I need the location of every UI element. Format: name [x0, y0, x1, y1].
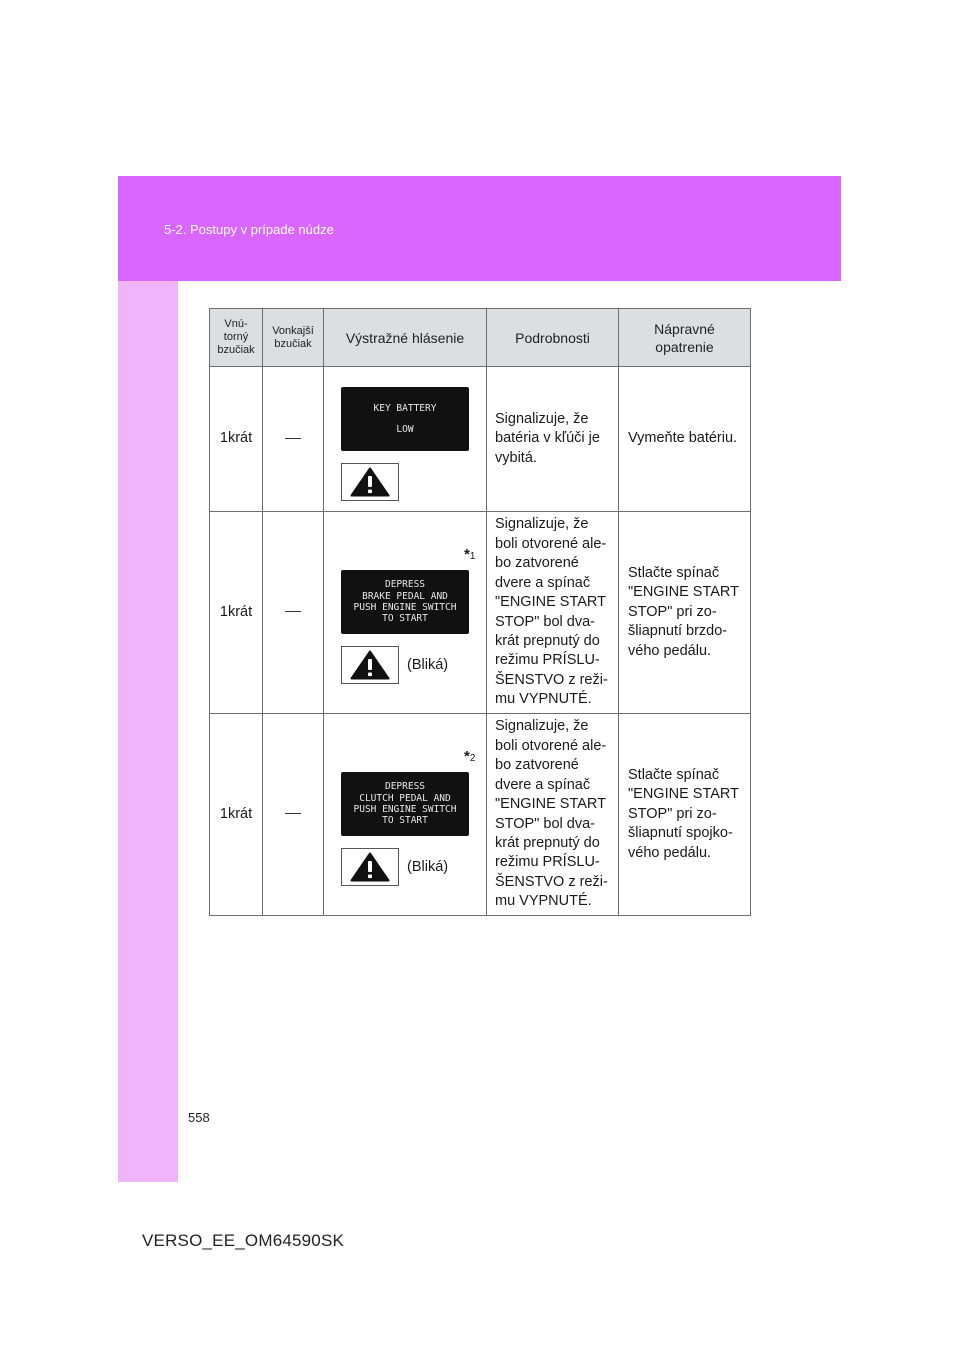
warning-triangle-icon	[350, 852, 390, 882]
remedy-cell: Stlačte spínač "ENGINE START STOP" pri zo- šliapnutí spojko- vého pedálu.	[619, 714, 751, 916]
details-cell: Signalizuje, že boli otvorené ale- bo zatvorené dvere a spínač "ENGINE START STOP" bol dva- krát prepnutý do režimu PRÍSLU- ŠENSTVO z reži- mu VYPNUTÉ.	[487, 512, 619, 714]
warning-triangle-icon	[350, 467, 390, 497]
details-cell: Signalizuje, že batéria v kľúči je vybitá.	[487, 367, 619, 512]
column-header-details: Podrobnosti	[487, 309, 619, 367]
footnote-marker: *2	[464, 748, 476, 765]
display-message	[341, 772, 469, 836]
internal-buzzer-cell: 1krát	[210, 512, 263, 714]
external-buzzer-cell	[263, 714, 324, 916]
document-code: VERSO_EE_OM64590SK	[142, 1231, 345, 1250]
side-color-band	[118, 176, 178, 1182]
display-line: DEPRESS	[384, 579, 426, 591]
warning-message-cell	[324, 714, 487, 916]
display-message	[341, 387, 469, 451]
remedy-cell: Stlačte spínač "ENGINE START STOP" pri zo- šliapnutí brzdo- vého pedálu.	[619, 512, 751, 714]
external-buzzer-cell	[263, 512, 324, 714]
external-buzzer-cell	[263, 367, 324, 512]
column-header-remedy: Nápravné opatrenie	[619, 309, 751, 367]
column-header-external-buzzer: Vonkajší bzučiak	[263, 309, 324, 367]
display-line: TO START	[382, 815, 428, 827]
page-number: 558	[188, 1110, 210, 1125]
blink-note: (Bliká)	[407, 859, 449, 875]
table-row	[210, 714, 751, 916]
table-row	[210, 512, 751, 714]
display-line: TO START	[382, 613, 428, 625]
master-warning-light	[341, 463, 399, 501]
internal-buzzer-cell: 1krát	[210, 367, 263, 512]
display-line: PUSH ENGINE SWITCH	[353, 602, 457, 613]
master-warning-light	[341, 646, 399, 684]
display-line: LOW	[396, 423, 414, 435]
dash-mark	[285, 813, 301, 814]
dash-mark	[285, 438, 301, 439]
display-line: CLUTCH PEDAL AND	[359, 792, 451, 804]
display-line: BRAKE PEDAL AND	[362, 590, 448, 602]
column-header-warning-message: Výstražné hlásenie	[324, 309, 487, 367]
dash-mark	[285, 611, 301, 612]
warning-message-cell	[324, 512, 487, 714]
display-line: DEPRESS	[384, 781, 426, 793]
section-title: 5-2. Postupy v prípade núdze	[164, 222, 334, 237]
display-line: KEY BATTERY	[373, 403, 437, 415]
warning-triangle-icon	[350, 650, 390, 680]
internal-buzzer-cell: 1krát	[210, 714, 263, 916]
table-header-row	[210, 309, 751, 367]
blink-note: (Bliká)	[407, 657, 449, 673]
footnote-marker: *1	[464, 546, 476, 563]
display-line: PUSH ENGINE SWITCH	[353, 804, 457, 815]
warning-message-cell	[324, 367, 487, 512]
master-warning-light	[341, 848, 399, 886]
table-row	[210, 367, 751, 512]
column-header-internal-buzzer: Vnú- torný bzučiak	[210, 309, 263, 367]
remedy-cell: Vymeňte batériu.	[619, 367, 751, 512]
details-cell: Signalizuje, že boli otvorené ale- bo zatvorené dvere a spínač "ENGINE START STOP" bol dva- krát prepnutý do režimu PRÍSLU- ŠENSTVO z reži- mu VYPNUTÉ.	[487, 714, 619, 916]
display-message	[341, 570, 469, 634]
warning-table	[209, 308, 751, 916]
